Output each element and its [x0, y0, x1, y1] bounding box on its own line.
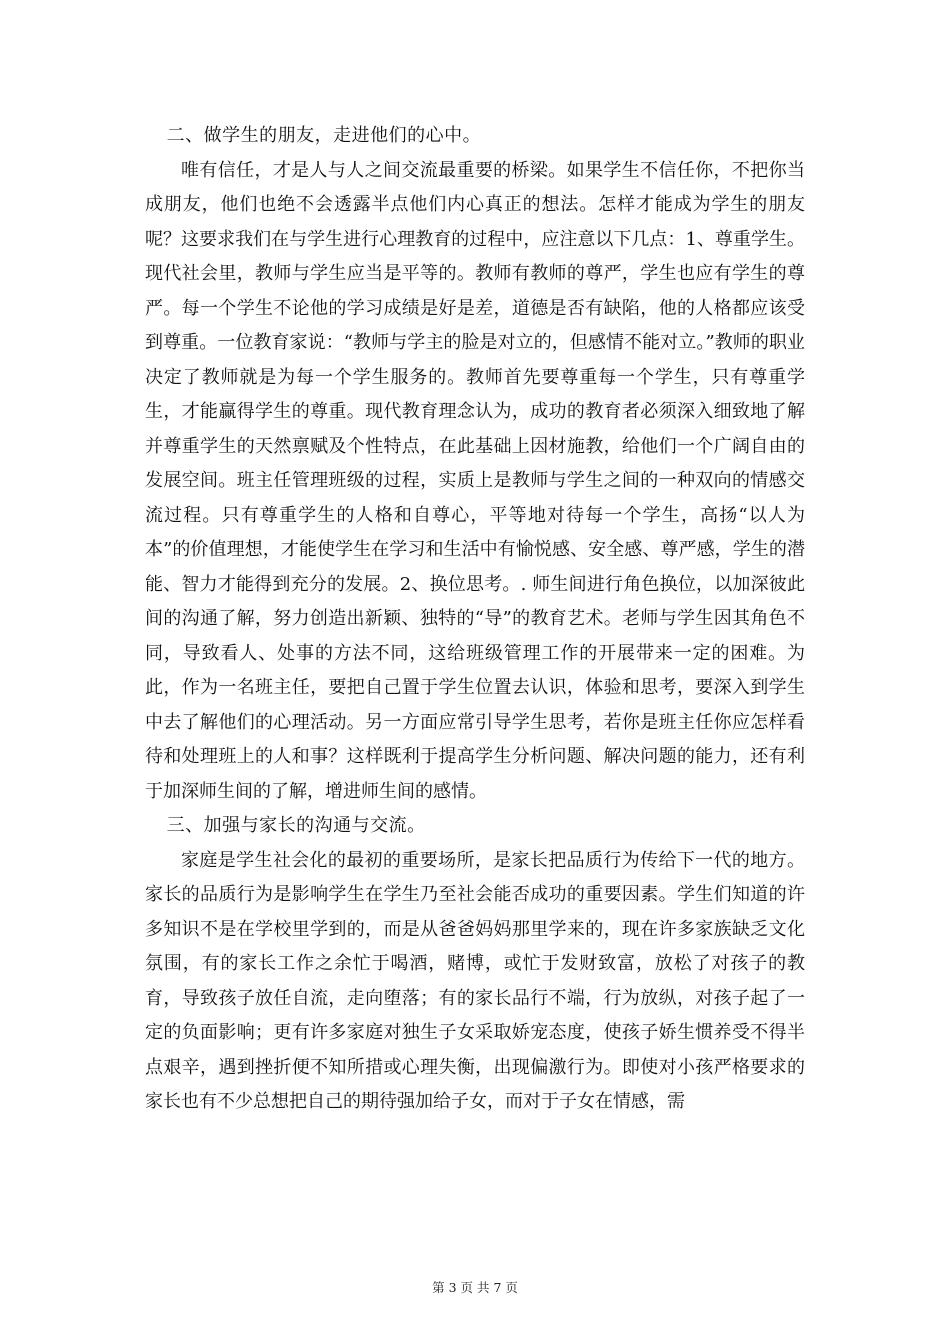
page-footer: [0, 1278, 950, 1296]
body-paragraph-1: 唯有信任，才是人与人之间交流最重要的桥梁。如果学生不信任你，不把你当成朋友，他们也绝不会透露半点他们内心真正的想法。怎样才能成为学生的朋友呢？这要求我们在与学生进行心理教育的过程中，应注意以下几点：1、尊重学生。现代社会里，教师与学生应当是平等的。教师有教师的尊严，学生也应有学生的尊严。每一个学生不论他的学习成绩是好是差，道德是否有缺陷，他的人格都应该受到尊重。一位教育家说：“教师与学主的脸是对立的，但感情不能对立。”教师的职业决定了教师就是为每一个学生服务的。教师首先要尊重每一个学生，只有尊重学生，才能赢得学生的尊重。现代教育理念认为，成功的教育者必须深入细致地了解并尊重学生的天然禀赋及个性特点，在此基础上因材施教，给他们一个广阔自由的发展空间。班主任管理班级的过程，实质上是教师与学生之间的一种双向的情感交流过程。只有尊重学生的人格和自尊心，平等地对待每一个学生，高扬“以人为本”的价值理想，才能使学生在学习和生活中有愉悦感、安全感、尊严感，学生的潜能、智力才能得到充分的发展。2、换位思考。. 师生间进行角色换位，以加深彼此间的沟通了解，努力创造出新颖、独特的“导”的教育艺术。老师与学生因其角色不同，导致看人、处事的方法不同，这给班级管理工作的开展带来一定的困难。为此，作为一名班主任，要把自己置于学生位置去认识，体验和思考，要深入到学生中去了解他们的心理活动。另一方面应常引导学生思考，若你是班主任你应怎样看待和处理班上的人和事？这样既利于提高学生分析问题、解决问题的能力，还有利于加深师生间的了解，增进师生间的感情。: [145, 159, 805, 802]
body-paragraph-2: 家庭是学生社会化的最初的重要场所，是家长把品质行为传给下一代的地方。家长的品质行为是影响学生在学生乃至社会能否成功的重要因素。学生们知道的许多知识不是在学校里学到的，而是从爸爸妈妈那里学来的，现在许多家族缺乏文化氛围，有的家长工作之余忙于喝酒，赌博，或忙于发财致富，放松了对孩子的教育，导致孩子放任自流，走向堕落；有的家长品行不端，行为放纵，对孩子起了一定的负面影响；更有许多家庭对独生子女采取娇宠态度，使孩子娇生惯养受不得半点艰辛，遇到挫折便不知所措或心理失衡，出现偏激行为。即使对小孩严格要求的家长也有不少总想把自己的期待强加给子女，而对于子女在情感，需: [145, 849, 805, 1112]
document-body: [145, 119, 805, 1120]
page-number: 第 3 页 共 7 页: [432, 1280, 518, 1295]
section-heading-3: 三、加强与家长的沟通与交流。: [166, 815, 426, 836]
section-heading-2: 二、做学生的朋友，走进他们的心中。: [166, 125, 482, 146]
